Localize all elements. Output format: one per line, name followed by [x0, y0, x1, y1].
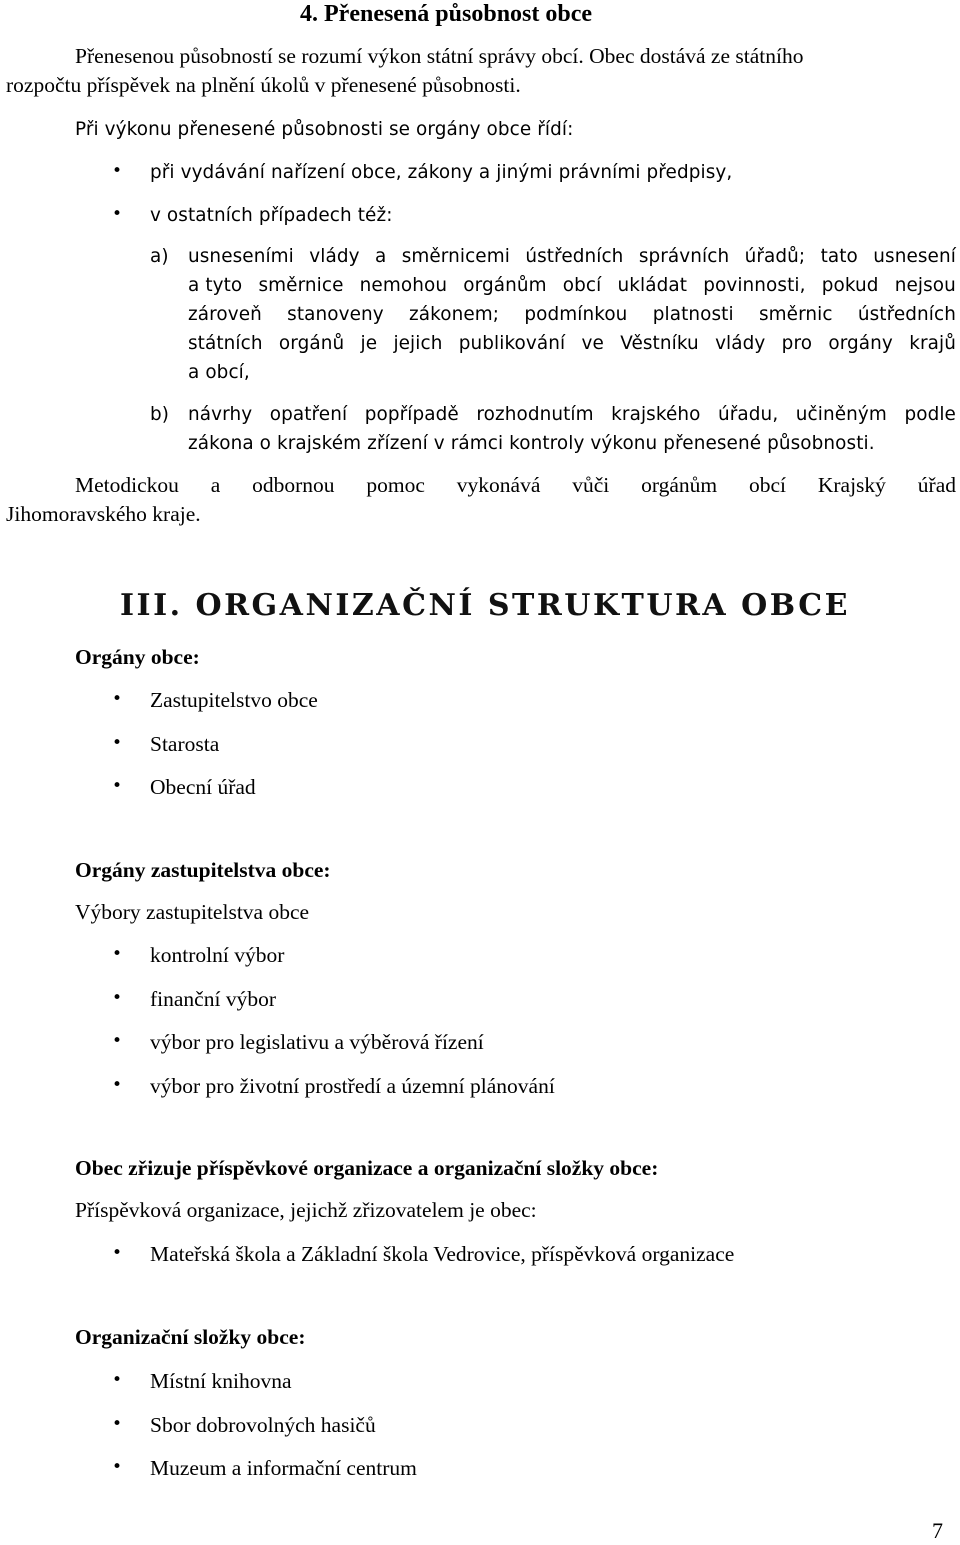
word: směrnicemi: [401, 246, 510, 267]
word: pokud: [821, 275, 879, 296]
word: vůči: [572, 473, 610, 497]
unit-item: Místní knihovna: [150, 1369, 292, 1393]
word: vlády: [715, 333, 766, 354]
committees-title: Výbory zastupitelstva obce: [75, 900, 310, 924]
justified-line: [188, 300, 956, 329]
word: orgánům: [641, 473, 718, 497]
intro-line-2: rozpočtu příspěvek na plnění úkolů v přenesené působnosti.: [6, 73, 521, 97]
method-line-2: Jihomoravského kraje.: [6, 502, 201, 526]
word: ústředních: [857, 304, 956, 325]
word: orgány: [828, 333, 893, 354]
word: orgánů: [278, 333, 345, 354]
word: ukládat: [617, 275, 688, 296]
council-organs-title: Orgány zastupitelstva obce:: [75, 858, 331, 882]
word: učiněným: [795, 404, 887, 425]
committee-item: výbor pro legislativu a výběrová řízení: [150, 1030, 484, 1054]
word: státních: [188, 333, 263, 354]
word: podmínkou: [524, 304, 628, 325]
word: směrnic: [758, 304, 833, 325]
word: stanoveny: [287, 304, 384, 325]
section-heading-III: III. ORGANIZAČNÍ STRUKTURA OBCE: [120, 588, 850, 623]
word: podle: [904, 404, 956, 425]
word: správních: [638, 246, 730, 267]
word: opatření: [269, 404, 348, 425]
item-b-last-line: zákona o krajském zřízení v rámci kontroly výkonu přenesené působnosti.: [188, 433, 875, 454]
word: usnesení: [873, 246, 956, 267]
organ-item: Obecní úřad: [150, 775, 256, 799]
item-a-last-line: a obcí,: [188, 362, 250, 383]
bullet-icon: •: [112, 732, 123, 753]
section-heading-4: 4. Přenesená působnost obce: [300, 1, 593, 27]
bullet-icon: •: [112, 1031, 123, 1051]
justified-line: [188, 242, 956, 271]
word: orgánům: [463, 275, 547, 296]
bullet-icon: •: [112, 1370, 123, 1390]
word: usneseními: [188, 246, 294, 267]
organs-title: Orgány obce:: [75, 645, 200, 669]
word: popřípadě: [364, 404, 459, 425]
word: odbornou: [252, 473, 335, 497]
bullet-icon: •: [112, 1243, 123, 1263]
rule-bullet-1: při vydávání nařízení obce, zákony a jinými právními předpisy,: [150, 162, 733, 183]
word: rozhodnutím: [476, 404, 594, 425]
contrib-org-item: Mateřská škola a Základní škola Vedrovice, příspěvková organizace: [150, 1242, 735, 1266]
word: nemohou: [359, 275, 448, 296]
item-a-marker: a): [150, 246, 169, 267]
bullet-icon: •: [112, 689, 123, 709]
word: tato: [820, 246, 858, 267]
bullet-icon: •: [112, 204, 123, 224]
word: Krajský: [817, 473, 886, 497]
word: platnosti: [652, 304, 734, 325]
word: publikování: [458, 333, 566, 354]
word: je: [360, 333, 378, 354]
word: vykonává: [456, 473, 541, 497]
word: úřadů;: [744, 246, 806, 267]
word: zároveň: [188, 304, 262, 325]
bullet-icon: •: [112, 776, 123, 796]
rules-intro: Při výkonu přenesené působnosti se orgány obce řídí:: [75, 119, 574, 140]
justified-line: [75, 471, 956, 500]
word: krajského: [611, 404, 701, 425]
word: vlády: [309, 246, 360, 267]
organ-item: Zastupitelstvo obce: [150, 688, 318, 712]
page-number: 7: [932, 1518, 943, 1543]
committee-item: kontrolní výbor: [150, 943, 285, 967]
word: obcí: [748, 473, 787, 497]
justified-line: [188, 329, 956, 358]
word: nejsou: [894, 275, 956, 296]
word: Věstníku: [620, 333, 699, 354]
word: úřad: [917, 473, 956, 497]
committee-item: finanční výbor: [150, 986, 276, 1011]
word: úřadu,: [718, 404, 779, 425]
word: zákonem;: [409, 304, 500, 325]
units-title: Organizační složky obce:: [75, 1325, 306, 1349]
bullet-icon: •: [112, 944, 123, 964]
rule-bullet-2: v ostatních případech též:: [150, 205, 393, 226]
word: ústředních: [525, 246, 624, 267]
word: ve: [581, 333, 604, 354]
word: Metodickou: [75, 473, 179, 497]
word: směrnice: [258, 275, 344, 296]
word: a: [210, 473, 221, 497]
word: obcí: [562, 275, 602, 296]
word: jejich: [393, 333, 443, 354]
word: povinnosti,: [703, 275, 806, 296]
word: a: [374, 246, 387, 267]
contrib-intro: Příspěvková organizace, jejichž zřizovatelem je obec:: [75, 1198, 537, 1222]
unit-item: Muzeum a informační centrum: [150, 1456, 417, 1480]
word: pro: [781, 333, 813, 354]
intro-line-1: Přenesenou působností se rozumí výkon státní správy obcí. Obec dostává ze státního: [75, 44, 804, 68]
bullet-icon: •: [112, 1457, 123, 1477]
bullet-icon: •: [112, 1074, 123, 1095]
committee-item: výbor pro životní prostředí a územní plánování: [150, 1073, 555, 1098]
justified-line: [188, 271, 956, 300]
item-b-marker: b): [150, 404, 170, 425]
justified-line: [188, 400, 956, 429]
word: krajů: [909, 333, 956, 354]
bullet-icon: •: [112, 1413, 123, 1434]
establishes-title: Obec zřizuje příspěvkové organizace a organizační složky obce:: [75, 1156, 659, 1180]
bullet-icon: •: [112, 987, 123, 1008]
organ-item: Starosta: [150, 731, 220, 756]
word: návrhy: [188, 404, 253, 425]
unit-item: Sbor dobrovolných hasičů: [150, 1412, 376, 1437]
bullet-icon: •: [112, 161, 123, 181]
word: pomoc: [366, 473, 425, 497]
word: a tyto: [188, 275, 243, 296]
